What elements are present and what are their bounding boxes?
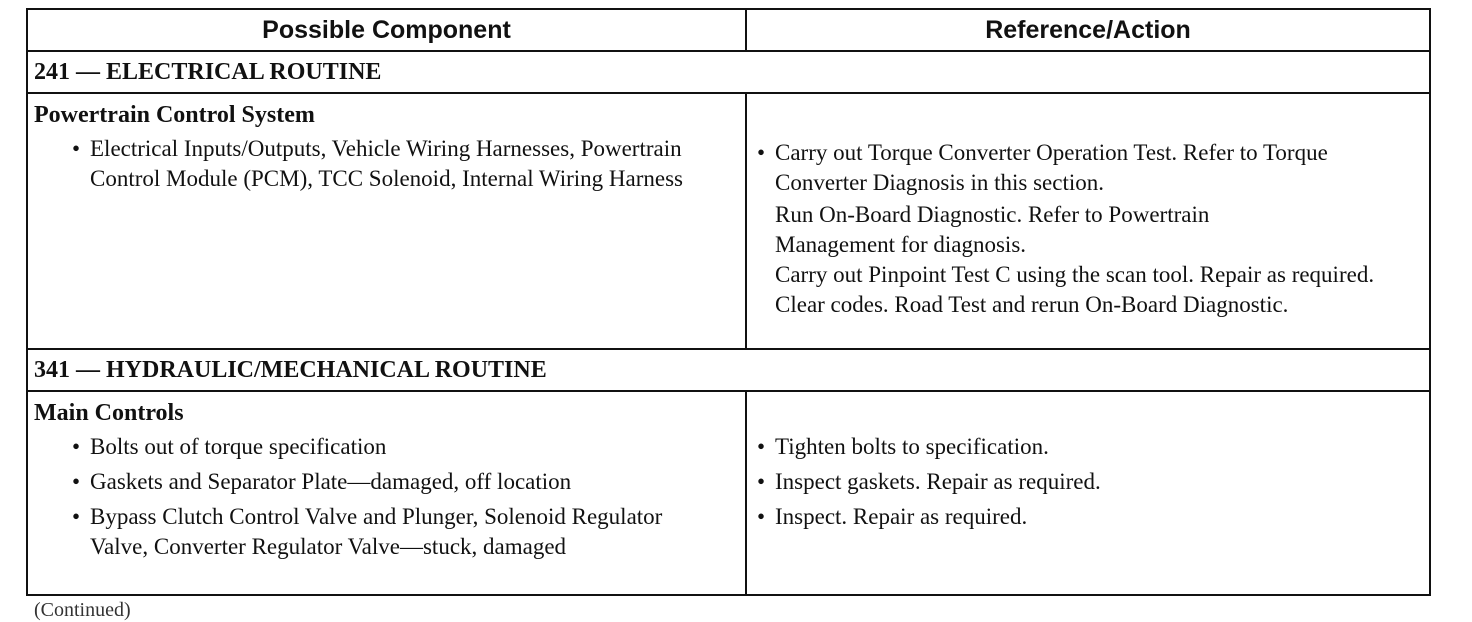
section-title-341: 341 — HYDRAULIC/MECHANICAL ROUTINE — [27, 349, 1430, 391]
action-text: Carry out Torque Converter Operation Test. Refer to Torque Converter Diagnosis in this section. — [775, 140, 1328, 195]
action-text: Carry out Pinpoint Test C using the scan tool. Repair as required. Clear codes. Road Test and rerun On-Board Diagnostic. — [775, 262, 1375, 317]
action-text: Tighten bolts to specification. — [775, 434, 1049, 459]
list-item — [28, 502, 745, 562]
component-text: Bypass Clutch Control Valve and Plunger, Solenoid Regulator Valve, Converter Regulator Valve—stuck, damaged — [90, 504, 663, 559]
bullet-icon: • — [757, 469, 766, 494]
list-item — [28, 134, 745, 194]
component-list — [28, 432, 745, 562]
group-title: Powertrain Control System — [34, 102, 315, 128]
component-cell — [27, 391, 746, 595]
list-item — [747, 432, 1429, 462]
component-cell — [27, 93, 746, 349]
diagnosis-table — [26, 8, 1431, 596]
bullet-icon: • — [72, 504, 81, 529]
list-item — [747, 138, 1429, 320]
component-text: Bolts out of torque specification — [90, 434, 387, 459]
table-row — [27, 93, 1430, 349]
section-row-241 — [27, 51, 1430, 93]
header-reference-action: Reference/Action — [746, 9, 1430, 51]
list-item — [28, 432, 745, 462]
section-row-341 — [27, 349, 1430, 391]
header-possible-component: Possible Component — [27, 9, 746, 51]
table-row — [27, 391, 1430, 595]
list-item — [747, 502, 1429, 532]
action-text: Inspect. Repair as required. — [775, 504, 1028, 529]
bullet-icon: • — [757, 140, 766, 165]
list-item — [28, 467, 745, 497]
action-text: Inspect gaskets. Repair as required. — [775, 469, 1101, 494]
bullet-icon: • — [757, 434, 766, 459]
bullet-icon: • — [72, 434, 81, 459]
bullet-icon: • — [72, 469, 81, 494]
component-list — [28, 134, 745, 194]
action-list — [747, 138, 1429, 320]
component-text: Electrical Inputs/Outputs, Vehicle Wiring Harnesses, Powertrain Control Module (PCM), TCC Solenoid, Internal Wiring Harness — [90, 136, 683, 191]
list-item — [747, 467, 1429, 497]
table-header-row — [27, 9, 1430, 51]
group-title: Main Controls — [34, 400, 184, 426]
bullet-icon: • — [72, 136, 81, 161]
action-cell — [746, 93, 1430, 349]
action-cell — [746, 391, 1430, 595]
bullet-icon: • — [757, 504, 766, 529]
section-title-241: 241 — ELECTRICAL ROUTINE — [27, 51, 1430, 93]
continued-note: (Continued) — [34, 599, 131, 621]
action-list — [747, 432, 1429, 532]
action-text: Run On-Board Diagnostic. Refer to Powertrain Management for diagnosis. — [775, 202, 1210, 257]
component-text: Gaskets and Separator Plate—damaged, off location — [90, 469, 572, 494]
